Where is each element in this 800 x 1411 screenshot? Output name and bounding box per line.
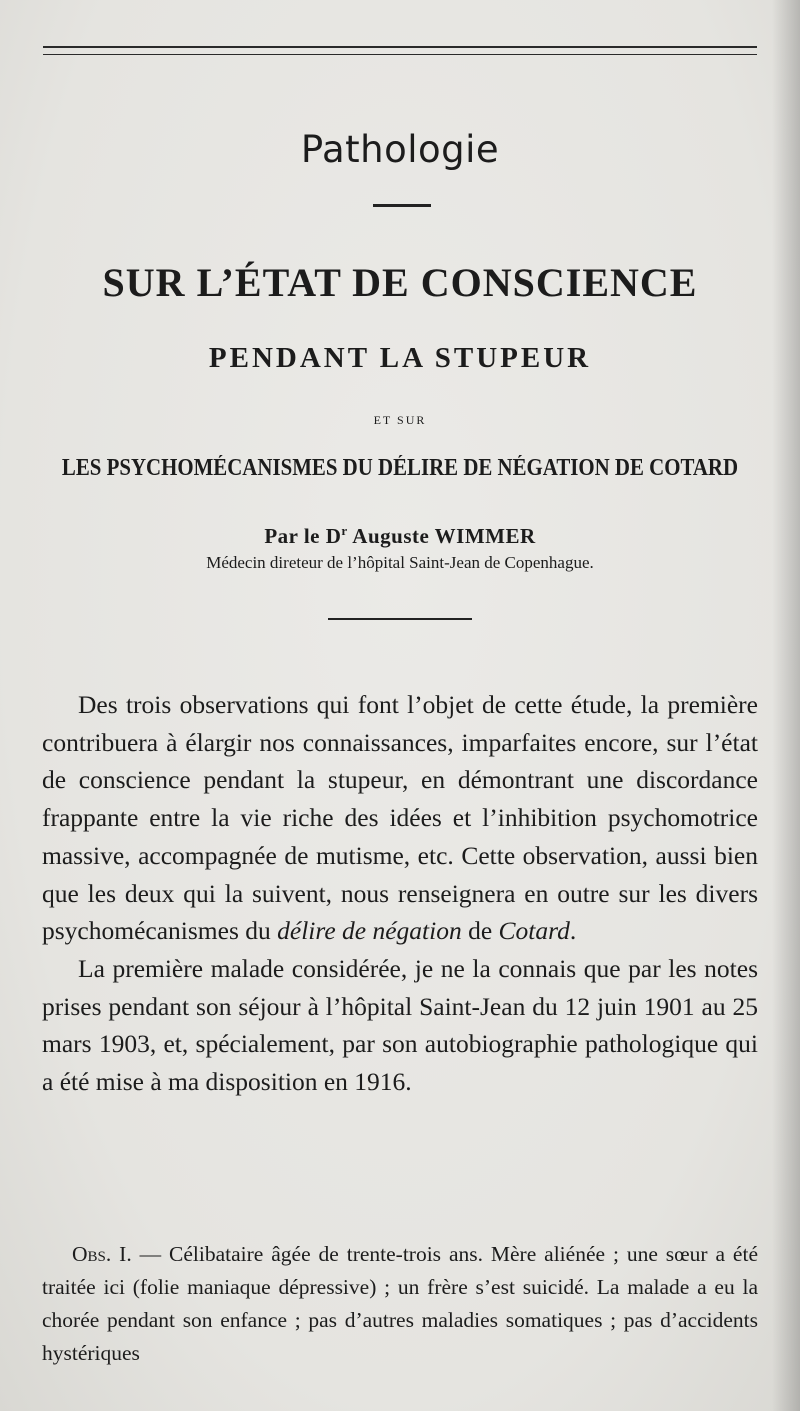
paragraph-2: La première malade considérée, je ne la connais que par les notes prises pendant son séjour à l’hôpital Saint-Jean du 12 juin 1901 au 25 mars 1903, et, spécialement, par son autobiographie pathologique qui a été mise à ma disposition en 1916. — [42, 953, 758, 1097]
article-title-connector: ET SUR — [373, 413, 427, 427]
observation-label: Obs. I. — [72, 1242, 132, 1266]
byline-prefix-sup: r — [341, 523, 348, 538]
author-affiliation: Médecin direteur de l’hôpital Saint-Jean de Copenhague. — [206, 553, 594, 572]
article-title-line-1: SUR L’ÉTAT DE CONSCIENCE — [102, 260, 698, 305]
title-separator-rule — [328, 618, 472, 620]
paragraph-1-end: . — [569, 916, 577, 946]
author-name: Auguste WIMMER — [352, 524, 536, 548]
author-byline — [0, 516, 800, 551]
header-double-rule — [43, 46, 757, 55]
section-heading: Pathologie — [300, 128, 500, 171]
section-dash — [373, 204, 431, 207]
paragraph-1-text: Des trois observations qui font l’objet de cette étude, la première contribuera à élargir nos connaissances, imparfaites encore, sur l’état de conscience pendant la stupeur, en démontrant une discordance frappante entre la vie riche des idées et l’inhibition psychomotrice massive, accompagnée de mutisme, etc. Cette observation, aussi bien que les deux qui la suivent, nous renseignera en outre sur les divers psychomécanismes du — [42, 690, 758, 946]
article-title-line-2: PENDANT LA STUPEUR — [208, 342, 592, 374]
article-body — [42, 686, 758, 1101]
page-edge-shadow — [772, 0, 800, 1411]
paragraph-1-connector: de — [461, 916, 499, 946]
byline-prefix: Par le D — [264, 524, 342, 548]
article-title-line-3: LES PSYCHOMÉCANISMES DU DÉLIRE DE NÉGATION DE COTARD — [61, 455, 739, 481]
paragraph-1-italic-name: Cotard — [498, 916, 570, 946]
paragraph-1 — [42, 686, 758, 950]
observation-paragraph — [42, 1238, 758, 1370]
paragraph-1-italic-term: délire de négation — [277, 916, 462, 946]
observation-text: — Célibataire âgée de trente-trois ans. Mère aliénée ; une sœur a été traitée ici (folie maniaque dépressive) ; un frère s’est suicidé. La malade a eu la chorée pendant son enfance ; pas d’autres maladies somatiques ; pas d’accidents hystériques — [42, 1242, 758, 1365]
